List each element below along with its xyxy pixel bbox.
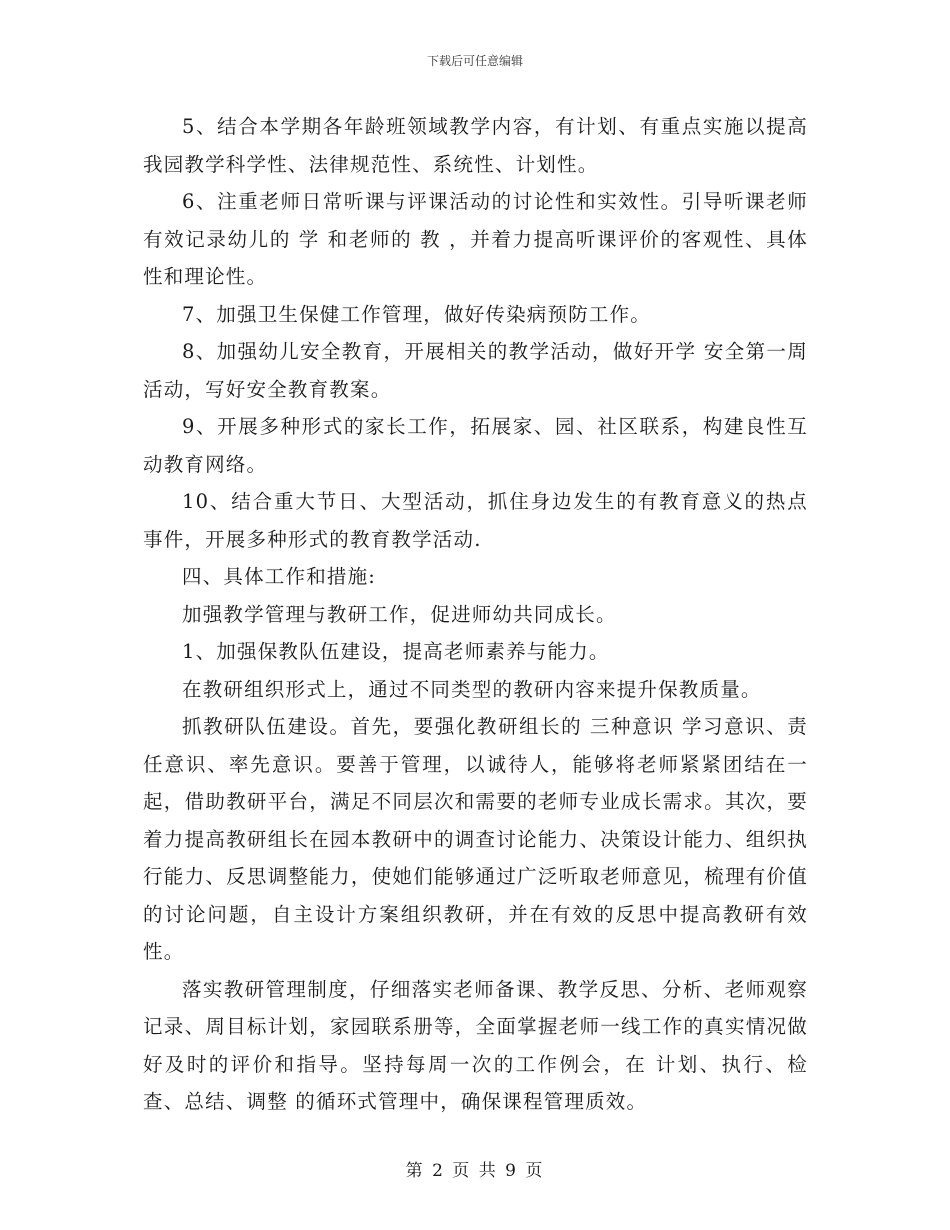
paragraph-organization: 在教研组织形式上，通过不同类型的教研内容来提升保教质量。 bbox=[182, 677, 762, 701]
paragraph-item-9: 9、开展多种形式的家长工作，拓展家、园、社区联系，构建良性互动教育网络。 bbox=[143, 415, 808, 476]
paragraph-team-building: 抓教研队伍建设。首先，要强化教研组长的 三种意识 学习意识、责任意识、率先意识。要善于管理，以诚待人，能够将老师紧紧团结在一起，借助教研平台，满足不同层次和需要的老师专业成长需求。其次，要着力提高教研组长在园本教研中的调查讨论能力、决策设计能力、组织执行能力、反思调整能力，使她们能够通过广泛听取老师意见，梳理有价值的讨论问题，自主设计方案组织教研，并在有效的反思中提高教研有效性。 bbox=[143, 715, 808, 963]
paragraph-item-8: 8、加强幼儿安全教育，开展相关的教学活动，做好开学 安全第一周 活动，写好安全教育教案。 bbox=[143, 340, 808, 401]
paragraph-item-6: 6、注重老师日常听课与评课活动的讨论性和实效性。引导听课老师有效记录幼儿的 学 和老师的 教 ，并着力提高听课评价的客观性、具体性和理论性。 bbox=[143, 190, 808, 288]
paragraph-item-5: 5、结合本学期各年龄班领域教学内容，有计划、有重点实施以提高我园教学科学性、法律规范性、系统性、计划性。 bbox=[143, 115, 808, 176]
paragraph-item-7: 7、加强卫生保健工作管理，做好传染病预防工作。 bbox=[182, 302, 652, 326]
paragraph-management: 落实教研管理制度，仔细落实老师备课、教学反思、分析、老师观察记录、周目标计划，家园联系册等，全面掌握老师一线工作的真实情况做好及时的评价和指导。坚持每周一次的工作例会，在 计划、执行、检查、总结、调整 的循环式管理中，确保课程管理质效。 bbox=[143, 977, 808, 1113]
page-footer: 第 2 页 共 9 页 bbox=[405, 1161, 545, 1181]
page-header: 下载后可任意编辑 bbox=[426, 54, 523, 68]
paragraph-intro: 加强教学管理与教研工作，促进师幼共同成长。 bbox=[182, 602, 617, 626]
section-heading: 四、具体工作和措施: bbox=[182, 565, 377, 588]
paragraph-item-10: 10、结合重大节日、大型活动，抓住身边发生的有教育意义的热点事件，开展多种形式的教育教学活动. bbox=[143, 490, 808, 551]
document-body bbox=[143, 108, 808, 1121]
subsection-heading: 1、加强保教队伍建设，提高老师素养与能力。 bbox=[182, 640, 610, 663]
